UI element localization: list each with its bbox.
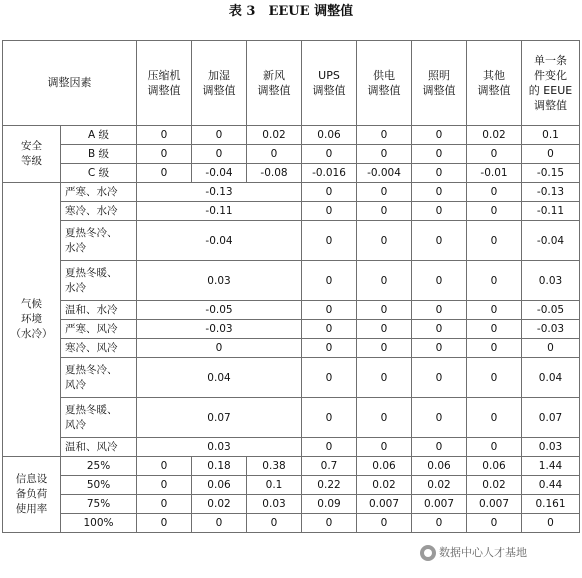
row-category: 严寒、风冷 (61, 320, 137, 339)
value-cell: 0 (467, 339, 522, 358)
value-cell: 0 (467, 202, 522, 221)
merged-value-cell: -0.03 (137, 320, 302, 339)
value-cell: 0.7 (302, 457, 357, 476)
value-cell: 0 (467, 145, 522, 164)
value-cell: 0 (412, 126, 467, 145)
value-cell: 0 (412, 164, 467, 183)
value-cell: 0 (302, 145, 357, 164)
value-cell: 0 (467, 183, 522, 202)
value-cell: 0 (412, 398, 467, 438)
value-cell: 0.04 (522, 358, 580, 398)
value-cell: 0 (192, 514, 247, 533)
table-row (3, 261, 580, 301)
value-cell: 0 (522, 339, 580, 358)
value-cell: 0 (412, 145, 467, 164)
column-header: UPS 调整值 (302, 41, 357, 126)
value-cell: 0 (357, 145, 412, 164)
group-climate: 气候 环境 （水冷） (3, 183, 61, 457)
value-cell: 0 (357, 261, 412, 301)
value-cell: 0 (247, 514, 302, 533)
value-cell: -0.01 (467, 164, 522, 183)
value-cell: 0 (302, 514, 357, 533)
value-cell: -0.15 (522, 164, 580, 183)
value-cell: 0 (247, 145, 302, 164)
value-cell: 0 (412, 202, 467, 221)
value-cell: -0.03 (522, 320, 580, 339)
group-load-rate: 信息设 备负荷 使用率 (3, 457, 61, 533)
value-cell: -0.04 (192, 164, 247, 183)
value-cell: 0.06 (467, 457, 522, 476)
value-cell: 0.02 (412, 476, 467, 495)
merged-value-cell: -0.05 (137, 301, 302, 320)
value-cell: 0.02 (467, 126, 522, 145)
column-header: 加湿 调整值 (192, 41, 247, 126)
row-category: B 级 (61, 145, 137, 164)
column-header: 压缩机 调整值 (137, 41, 192, 126)
value-cell: 0 (302, 301, 357, 320)
table-row (3, 358, 580, 398)
value-cell: 0 (357, 339, 412, 358)
value-cell: 0 (302, 261, 357, 301)
value-cell: 0 (357, 320, 412, 339)
value-cell: 0 (137, 164, 192, 183)
value-cell: 0 (467, 398, 522, 438)
table-row (3, 514, 580, 533)
table-row (3, 398, 580, 438)
value-cell: 0 (412, 320, 467, 339)
table-row (3, 476, 580, 495)
value-cell: 0 (467, 301, 522, 320)
row-category: 夏热冬暖、 风冷 (61, 398, 137, 438)
merged-value-cell: 0.07 (137, 398, 302, 438)
value-cell: 0 (137, 126, 192, 145)
value-cell: 0 (357, 514, 412, 533)
value-cell: 0 (137, 457, 192, 476)
merged-value-cell: 0.03 (137, 438, 302, 457)
value-cell: 0 (192, 145, 247, 164)
value-cell: 0 (412, 183, 467, 202)
value-cell: -0.04 (522, 221, 580, 261)
value-cell: 0.06 (192, 476, 247, 495)
value-cell: 0.03 (522, 438, 580, 457)
value-cell: 0 (357, 301, 412, 320)
value-cell: 0 (302, 183, 357, 202)
value-cell: -0.13 (522, 183, 580, 202)
column-header: 新风 调整值 (247, 41, 302, 126)
row-category: 夏热冬暖、 水冷 (61, 261, 137, 301)
value-cell: 0 (467, 320, 522, 339)
wechat-icon (420, 545, 436, 561)
value-cell: 0 (467, 221, 522, 261)
row-category: 寒冷、水冷 (61, 202, 137, 221)
value-cell: 0 (412, 438, 467, 457)
value-cell: 0.007 (412, 495, 467, 514)
merged-value-cell: -0.11 (137, 202, 302, 221)
value-cell: 0 (357, 438, 412, 457)
value-cell: 0.44 (522, 476, 580, 495)
value-cell: 0 (302, 202, 357, 221)
table-row (3, 41, 580, 126)
value-cell: 0 (357, 183, 412, 202)
value-cell: 0 (192, 126, 247, 145)
value-cell: 0 (137, 495, 192, 514)
value-cell: 0.18 (192, 457, 247, 476)
value-cell: 0 (302, 398, 357, 438)
value-cell: -0.016 (302, 164, 357, 183)
value-cell: -0.004 (357, 164, 412, 183)
value-cell: 0 (522, 145, 580, 164)
table-title: 表 3 EEUE 调整值 (228, 4, 354, 19)
value-cell: 0 (467, 514, 522, 533)
value-cell: 0.38 (247, 457, 302, 476)
value-cell: 0.03 (522, 261, 580, 301)
row-category: 25% (61, 457, 137, 476)
value-cell: 0.02 (467, 476, 522, 495)
row-category: 温和、水冷 (61, 301, 137, 320)
value-cell: 0 (522, 514, 580, 533)
value-cell: 0 (357, 221, 412, 261)
merged-value-cell: 0.04 (137, 358, 302, 398)
table-row (3, 301, 580, 320)
table-row (3, 221, 580, 261)
value-cell: 0 (302, 438, 357, 457)
table-row (3, 339, 580, 358)
value-cell: 0 (467, 261, 522, 301)
row-category: 75% (61, 495, 137, 514)
table-row (3, 183, 580, 202)
value-cell: 0 (137, 476, 192, 495)
value-cell: 0.22 (302, 476, 357, 495)
value-cell: 0 (412, 221, 467, 261)
table-row (3, 164, 580, 183)
value-cell: 0 (302, 221, 357, 261)
merged-value-cell: 0 (137, 339, 302, 358)
value-cell: 0 (302, 320, 357, 339)
group-safety-level: 安全 等级 (3, 126, 61, 183)
header-factor: 调整因素 (3, 41, 137, 126)
merged-value-cell: 0.03 (137, 261, 302, 301)
value-cell: 0 (302, 358, 357, 398)
value-cell: 0.06 (302, 126, 357, 145)
value-cell: 0 (357, 126, 412, 145)
value-cell: -0.08 (247, 164, 302, 183)
merged-value-cell: -0.13 (137, 183, 302, 202)
table-row (3, 457, 580, 476)
value-cell: 0 (137, 514, 192, 533)
value-cell: 0 (357, 358, 412, 398)
value-cell: 0.02 (192, 495, 247, 514)
watermark (420, 543, 580, 563)
row-category: 严寒、水冷 (61, 183, 137, 202)
value-cell: 0.1 (522, 126, 580, 145)
value-cell: 0 (412, 358, 467, 398)
table-row (3, 495, 580, 514)
value-cell: 0.02 (247, 126, 302, 145)
value-cell: 0 (412, 339, 467, 358)
value-cell: 0.03 (247, 495, 302, 514)
row-category: 夏热冬冷、 风冷 (61, 358, 137, 398)
table-row (3, 438, 580, 457)
table-row (3, 145, 580, 164)
row-category: 50% (61, 476, 137, 495)
value-cell: 0 (467, 438, 522, 457)
row-category: 100% (61, 514, 137, 533)
column-header: 供电 调整值 (357, 41, 412, 126)
value-cell: 0 (357, 202, 412, 221)
value-cell: 0 (357, 398, 412, 438)
watermark-text: 数据中心人才基地 (439, 546, 527, 559)
row-category: A 级 (61, 126, 137, 145)
merged-value-cell: -0.04 (137, 221, 302, 261)
value-cell: -0.11 (522, 202, 580, 221)
table-row (3, 202, 580, 221)
value-cell: 0.09 (302, 495, 357, 514)
row-category: C 级 (61, 164, 137, 183)
value-cell: 0 (137, 145, 192, 164)
value-cell: 0.161 (522, 495, 580, 514)
row-category: 夏热冬冷、 水冷 (61, 221, 137, 261)
column-header: 照明 调整值 (412, 41, 467, 126)
value-cell: 0.007 (357, 495, 412, 514)
value-cell: 0 (412, 301, 467, 320)
table-row (3, 126, 580, 145)
value-cell: 0 (467, 358, 522, 398)
value-cell: 0.06 (357, 457, 412, 476)
eeue-adjustment-table (2, 40, 580, 533)
value-cell: 0 (412, 261, 467, 301)
column-header: 其他 调整值 (467, 41, 522, 126)
value-cell: 0 (302, 339, 357, 358)
value-cell: 0.007 (467, 495, 522, 514)
row-category: 温和、风冷 (61, 438, 137, 457)
row-category: 寒冷、风冷 (61, 339, 137, 358)
value-cell: -0.05 (522, 301, 580, 320)
value-cell: 0.07 (522, 398, 580, 438)
value-cell: 0.06 (412, 457, 467, 476)
value-cell: 0 (412, 514, 467, 533)
value-cell: 0.1 (247, 476, 302, 495)
table-row (3, 320, 580, 339)
value-cell: 0.02 (357, 476, 412, 495)
value-cell: 1.44 (522, 457, 580, 476)
column-header: 单一条 件变化 的 EEUE 调整值 (522, 41, 580, 126)
